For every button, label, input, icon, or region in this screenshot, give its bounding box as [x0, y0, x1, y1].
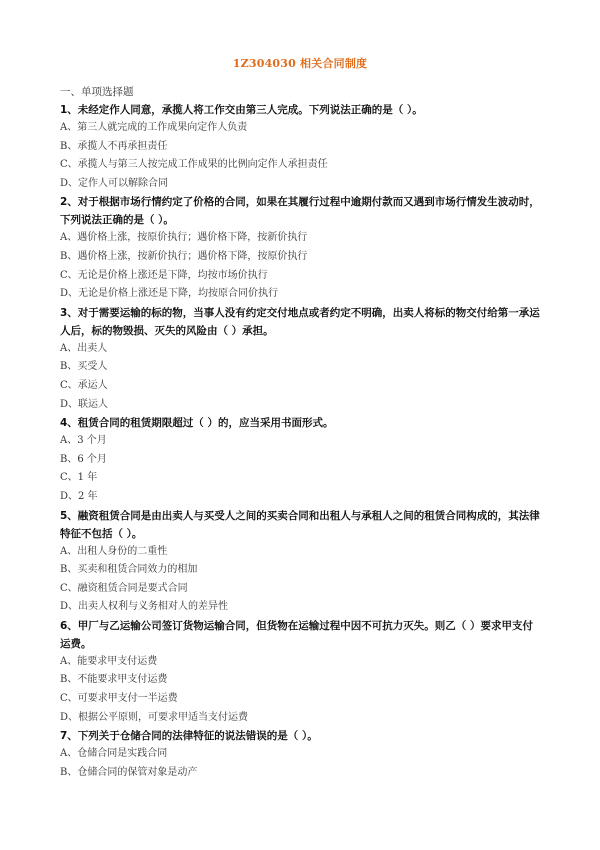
option-d: D、联运人: [60, 398, 109, 410]
option-b: B、仓储合同的保管对象是动产: [60, 766, 198, 778]
option-a: A、3 个月: [60, 435, 107, 447]
question-5: [60, 507, 560, 617]
option-b: B、遇价格上涨，按新价执行；遇价格下降，按原价执行: [60, 250, 308, 262]
question-2: [60, 193, 560, 303]
question-stem: [60, 101, 560, 119]
option-a: A、第三人就完成的工作成果向定作人负责: [60, 122, 248, 133]
option-c: C、承揽人与第三人按完成工作成果的比例向定作人承担责任: [60, 159, 328, 171]
question-6: [60, 617, 560, 727]
question-stem: [60, 193, 560, 229]
question-3: [60, 304, 560, 414]
option-b: B、承揽人不再承担责任: [60, 140, 168, 152]
option-c: C、可要求甲支付一半运费: [60, 693, 178, 705]
option-b: B、买受人: [60, 361, 108, 373]
option-a: A、遇价格上涨，按原价执行；遇价格下降，按新价执行: [60, 232, 308, 244]
option-d: D、根据公平原则，可要求甲适当支付运费: [60, 711, 249, 723]
option-b: B、6 个月: [60, 453, 107, 465]
question-stem: [60, 414, 560, 432]
option-c: C、1 年: [60, 472, 98, 484]
option-c: C、无论是价格上涨还是下降，均按市场价执行: [60, 269, 268, 281]
question-stem: [60, 304, 560, 340]
option-c: C、融资租赁合同是要式合同: [60, 582, 188, 594]
question-stem: [60, 727, 560, 745]
option-a: A、出卖人: [60, 342, 108, 354]
option-d: D、无论是价格上涨还是下降，均按原合同价执行: [60, 288, 279, 300]
question-line: 特征不包括（ ）。: [60, 527, 143, 540]
option-d: D、2 年: [60, 490, 98, 502]
question-line: 2、对于根据市场行情约定了价格的合同，如果在其履行过程中逾期付款而又遇到市场行情发生波动时，: [60, 196, 540, 209]
question-1: [60, 101, 560, 193]
question-4: [60, 414, 560, 506]
document-content: [60, 83, 560, 782]
option-b: B、不能要求甲支付运费: [60, 674, 168, 686]
question-line: 运费。: [60, 637, 92, 650]
question-stem: [60, 617, 560, 653]
option-d: D、出卖人权利与义务相对人的差异性: [60, 601, 229, 613]
question-7: [60, 727, 560, 782]
question-line: 3、对于需要运输的标的物，当事人没有约定交付地点或者约定不明确，出卖人将标的物交付给第一承运: [60, 306, 540, 319]
question-line: 1、未经定作人同意，承揽人将工作交由第三人完成。下列说法正确的是（ ）。: [60, 104, 423, 116]
question-line: 7、下列关于仓储合同的法律特征的说法错误的是（ ）。: [60, 730, 318, 743]
option-b: B、买卖和租赁合同效力的相加: [60, 564, 198, 576]
option-c: C、承运人: [60, 379, 108, 391]
option-a: A、仓储合同是实践合同: [60, 748, 168, 760]
question-line: 4、租赁合同的租赁期限超过（ ）的，应当采用书面形式。: [60, 417, 334, 430]
question-line: 5、融资租赁合同是由出卖人与买受人之间的买卖合同和出租人与承租人之间的租赁合同构成的，其法律: [60, 509, 540, 522]
option-a: A、出租人身份的二重性: [60, 545, 168, 557]
question-line: 人后，标的物毁损、灭失的风险由（ ）承担。: [60, 324, 274, 337]
document-title: 1Z304030 相关合同制度: [232, 57, 368, 70]
option-d: D、定作人可以解除合同: [60, 177, 169, 189]
question-line: 6、甲厂与乙运输公司签订货物运输合同，但货物在运输过程中因不可抗力灭失。则乙（ ）要求甲支付: [60, 619, 533, 632]
option-a: A、能要求甲支付运费: [60, 655, 158, 667]
section-heading: 一、单项选择题: [60, 86, 134, 98]
question-stem: [60, 507, 560, 543]
question-line: 下列说法正确的是（ ）。: [60, 214, 174, 227]
